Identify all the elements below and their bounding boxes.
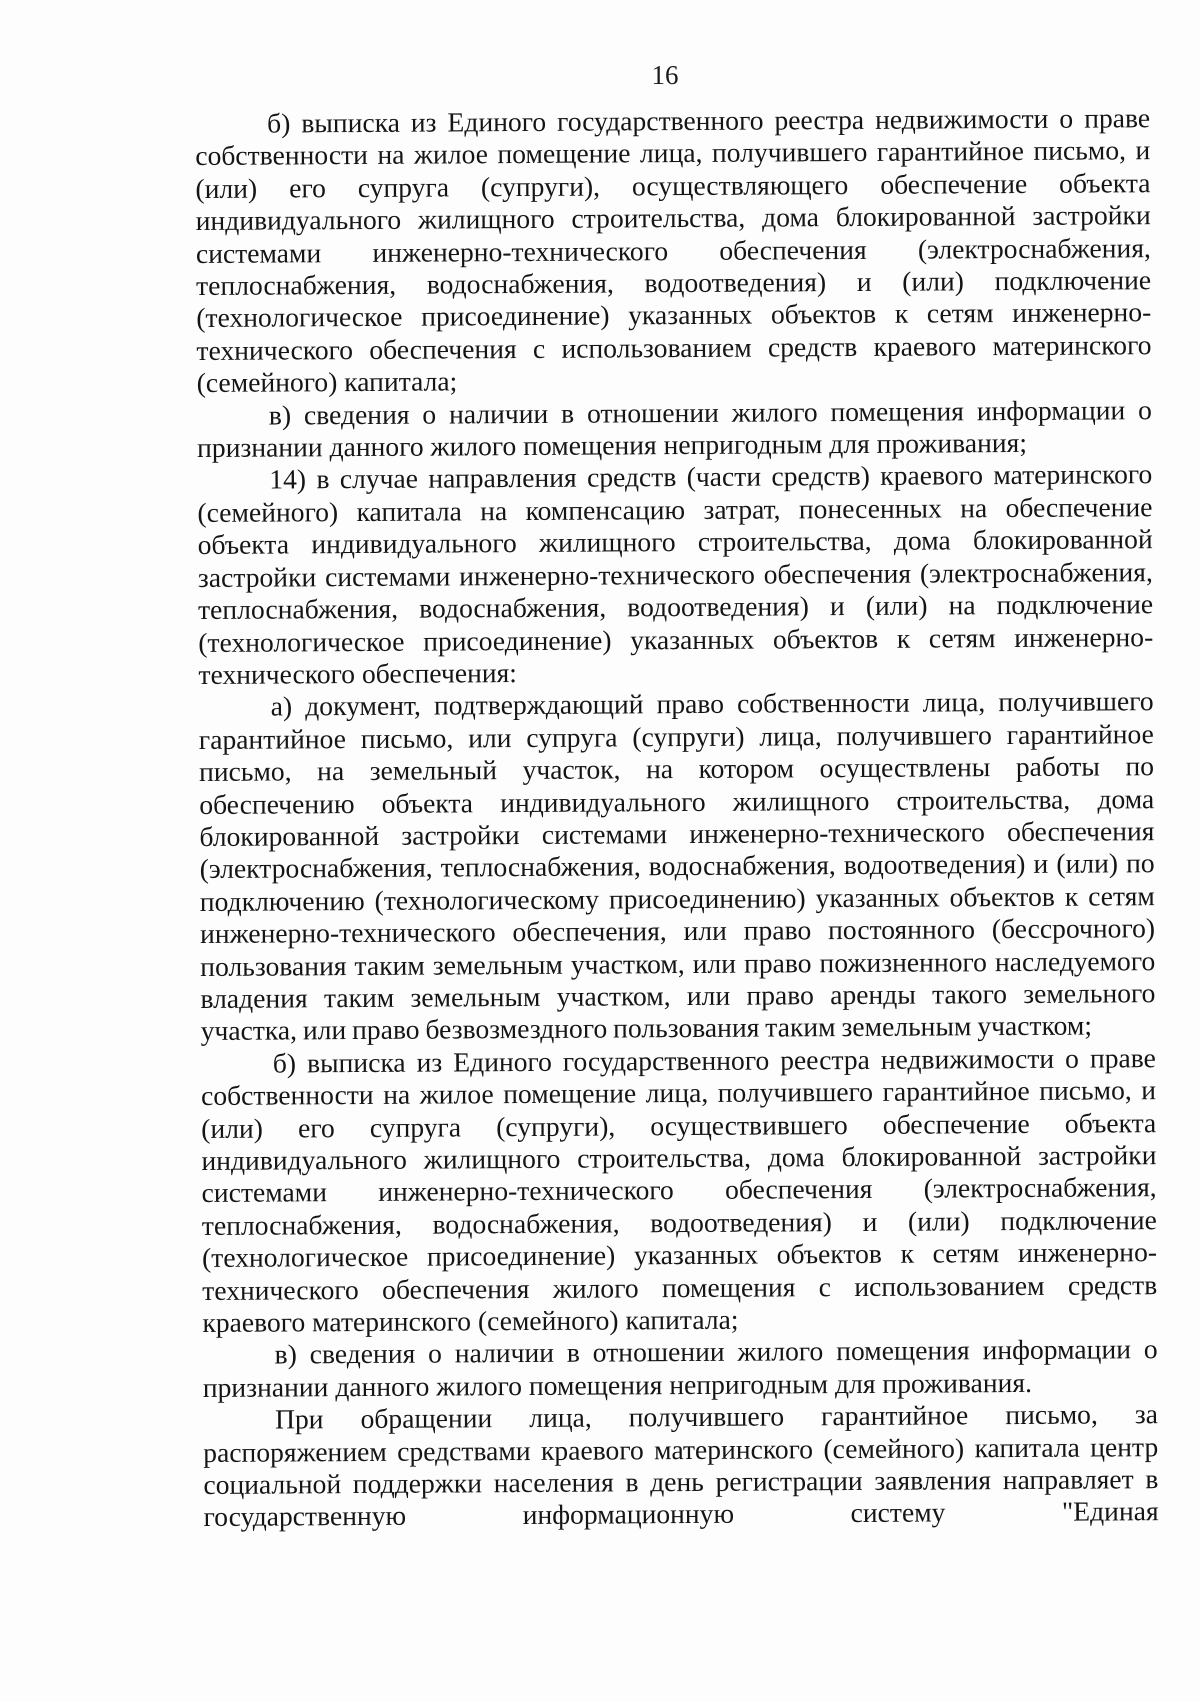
paragraph-b-registry-extract: б) выписка из Единого государственного реестра недвижимости о праве собственности на жилое помещение лица, получившего гарантийное письмо, и (или) его супруга (супруги), осуществляющего обеспечение объекта индивидуального жилищного строительства, дома блокированной застройки системами инженерно-технического обеспечения (электроснабжения, теплоснабжения, водоснабжения, водоотведения) и (или) подключение (технологическое присоединение) указанных объектов к сетям инженерно-технического обеспечения с использованием средств краевого материнского (семейного) капитала; [195,102,1152,399]
paragraph-v-unfit-housing-info: в) сведения о наличии в отношении жилого помещения информации о признании данного жилого помещения непригодным для проживания; [196,393,1152,464]
paragraph-application-procedure: При обращении лица, получившего гарантийное письмо, за распоряжением средствами краевого материнского (семейного) капитала центр социальной поддержки населения в день регистрации заявления направляет в государственную информационную систему "Единая [203,1398,1159,1533]
document-body [195,102,1159,1534]
paragraph-a-land-ownership-document: а) документ, подтверждающий право собственности лица, получившего гарантийное письмо, или супруга (супруги) лица, получившего гарантийное письмо, на земельный участок, на котором осуществлены работы по обеспечению объекта индивидуального жилищного строительства, дома блокированной застройки системами инженерно-технического обеспечения (электроснабжения, теплоснабжения, водоснабжения, водоотведения) и (или) по подключению (технологическому присоединению) указанных объектов к сетям инженерно-технического обеспечения, или право постоянного (бессрочного) пользования таким земельным участком, или право пожизненного наследуемого владения таким земельным участком, или право аренды такого земельного участка, или право безвозмездного пользования таким земельным участком; [198,685,1156,1047]
paragraph-b-registry-extract-second: б) выписка из Единого государственного реестра недвижимости о праве собственности на жилое помещение лица, получившего гарантийное письмо, и (или) его супруга (супруги), осуществившего обеспечение объекта индивидуального жилищного строительства, дома блокированной застройки системами инженерно-технического обеспечения (электроснабжения, теплоснабжения, водоснабжения, водоотведения) и (или) подключение (технологическое присоединение) указанных объектов к сетям инженерно-технического обеспечения жилого помещения с использованием средств краевого материнского (семейного) капитала; [200,1041,1158,1339]
paragraph-v-unfit-housing-info-second: в) сведения о наличии в отношении жилого помещения информации о признании данного жилого помещения непригодным для проживания. [202,1333,1158,1403]
page-number: 16 [651,60,679,90]
paragraph-14-compensation-costs: 14) в случае направления средств (части средств) краевого материнского (семейного) капитала на компенсацию затрат, понесенных на обеспечение объекта индивидуального жилищного строительства, дома блокированной застройки системами инженерно-технического обеспечения (электроснабжения, теплоснабжения, водоснабжения, водоотведения) и (или) на подключение (технологическое присоединение) указанных объектов к сетям инженерно-технического обеспечения: [197,458,1154,690]
